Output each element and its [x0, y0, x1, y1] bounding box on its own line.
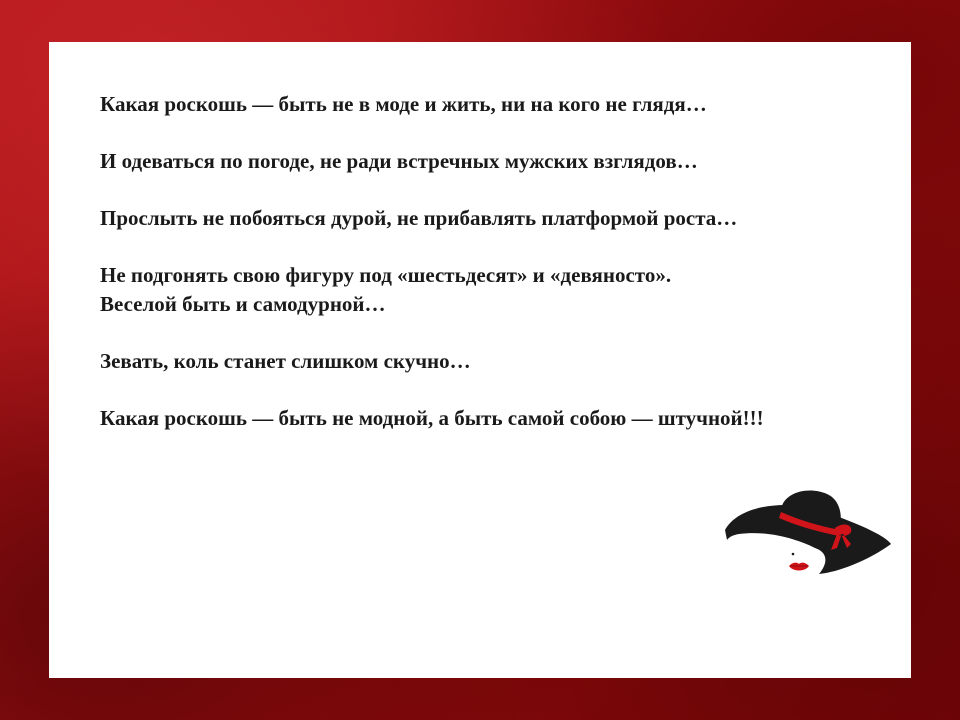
stanza-line: Не подгонять свою фигуру под «шестьдесят» и «девяносто».	[100, 263, 672, 287]
stanza-line: Зевать, коль станет слишком скучно…	[100, 349, 471, 373]
stanza-4	[100, 261, 860, 319]
poem-text	[100, 90, 860, 461]
stanza-5	[100, 347, 860, 376]
lips	[789, 563, 809, 571]
stanza-line: Какая роскошь — быть не в моде и жить, ни на кого не глядя…	[100, 92, 707, 116]
lady-in-hat-icon	[719, 482, 899, 592]
stanza-line: Веселой быть и самодурной…	[100, 292, 386, 316]
stanza-line: Прослыть не побояться дурой, не прибавлять платформой роста…	[100, 206, 738, 230]
stanza-6	[100, 404, 860, 433]
stanza-3	[100, 204, 860, 233]
face-dot	[792, 553, 795, 556]
stanza-line: Какая роскошь — быть не модной, а быть самой собою — штучной!!!	[100, 406, 764, 430]
stanza-1	[100, 90, 860, 119]
stanza-2	[100, 147, 860, 176]
poem-card	[49, 42, 911, 678]
stanza-line: И одеваться по погоде, не ради встречных мужских взглядов…	[100, 149, 698, 173]
